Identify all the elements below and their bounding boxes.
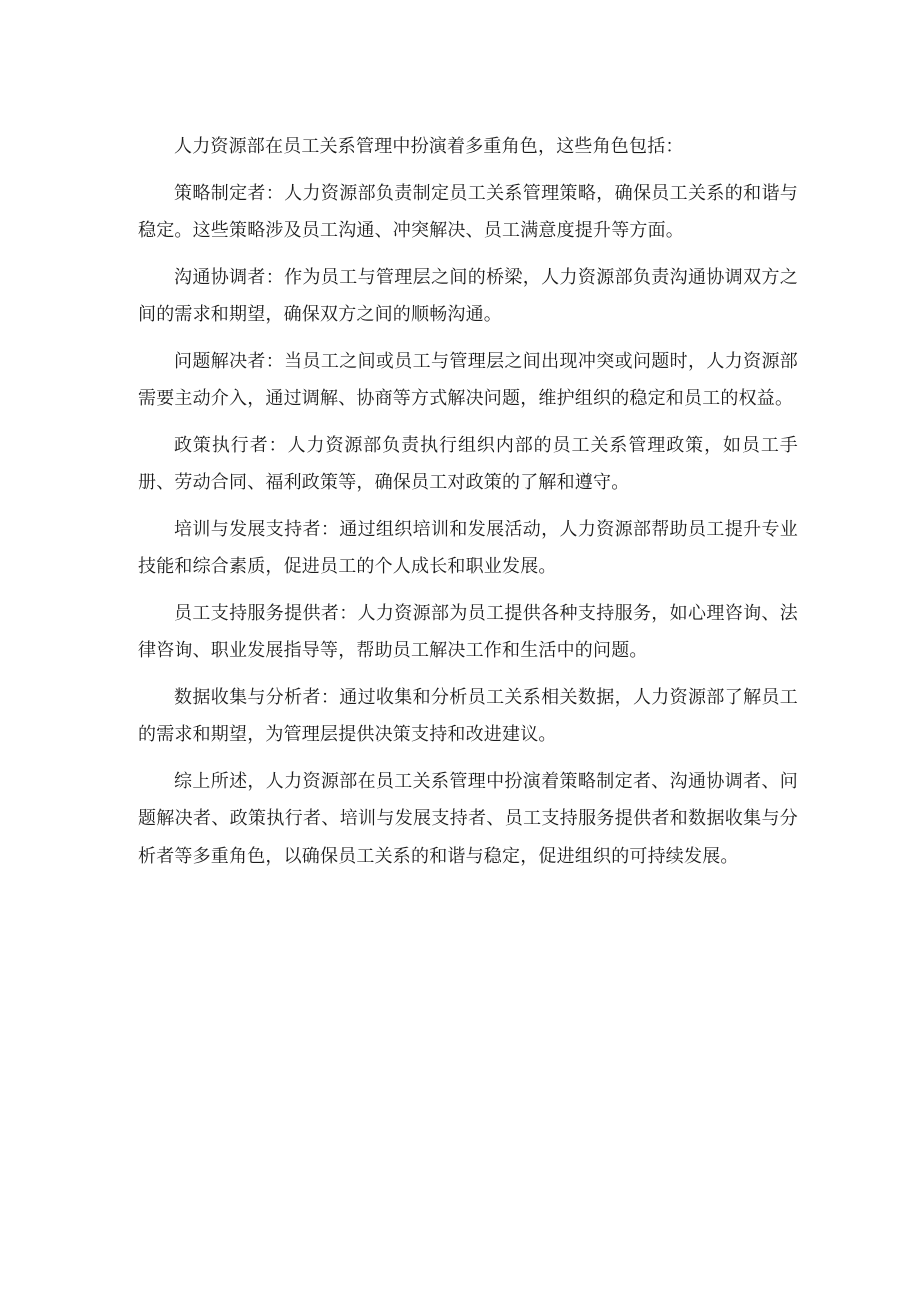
paragraph-communication-coordinator: 沟通协调者：作为员工与管理层之间的桥梁，人力资源部负责沟通协调双方之间的需求和期望，确保双方之间的顺畅沟通。	[138, 266, 798, 325]
paragraph-problem-solver: 问题解决者：当员工之间或员工与管理层之间出现冲突或问题时，人力资源部需要主动介入，通过调解、协商等方式解决问题，维护组织的稳定和员工的权益。	[138, 350, 798, 409]
intro-paragraph: 人力资源部在员工关系管理中扮演着多重角色，这些角色包括：	[174, 136, 684, 157]
document-page	[138, 128, 798, 884]
paragraph-policy-executor: 政策执行者：人力资源部负责执行组织内部的员工关系管理政策，如员工手册、劳动合同、福利政策等，确保员工对政策的了解和遵守。	[138, 434, 798, 493]
paragraph-data-analyst: 数据收集与分析者：通过收集和分析员工关系相关数据，人力资源部了解员工的需求和期望，为管理层提供决策支持和改进建议。	[138, 686, 798, 745]
paragraph-training-supporter: 培训与发展支持者：通过组织培训和发展活动，人力资源部帮助员工提升专业技能和综合素质，促进员工的个人成长和职业发展。	[138, 518, 798, 577]
paragraph-support-service-provider: 员工支持服务提供者：人力资源部为员工提供各种支持服务，如心理咨询、法律咨询、职业发展指导等，帮助员工解决工作和生活中的问题。	[138, 602, 798, 661]
conclusion-paragraph: 综上所述，人力资源部在员工关系管理中扮演着策略制定者、沟通协调者、问题解决者、政策执行者、培训与发展支持者、员工支持服务提供者和数据收集与分析者等多重角色，以确保员工关系的和谐与稳定，促进组织的可持续发展。	[138, 770, 798, 867]
paragraph-strategy-maker: 策略制定者：人力资源部负责制定员工关系管理策略，确保员工关系的和谐与稳定。这些策略涉及员工沟通、冲突解决、员工满意度提升等方面。	[138, 182, 798, 241]
